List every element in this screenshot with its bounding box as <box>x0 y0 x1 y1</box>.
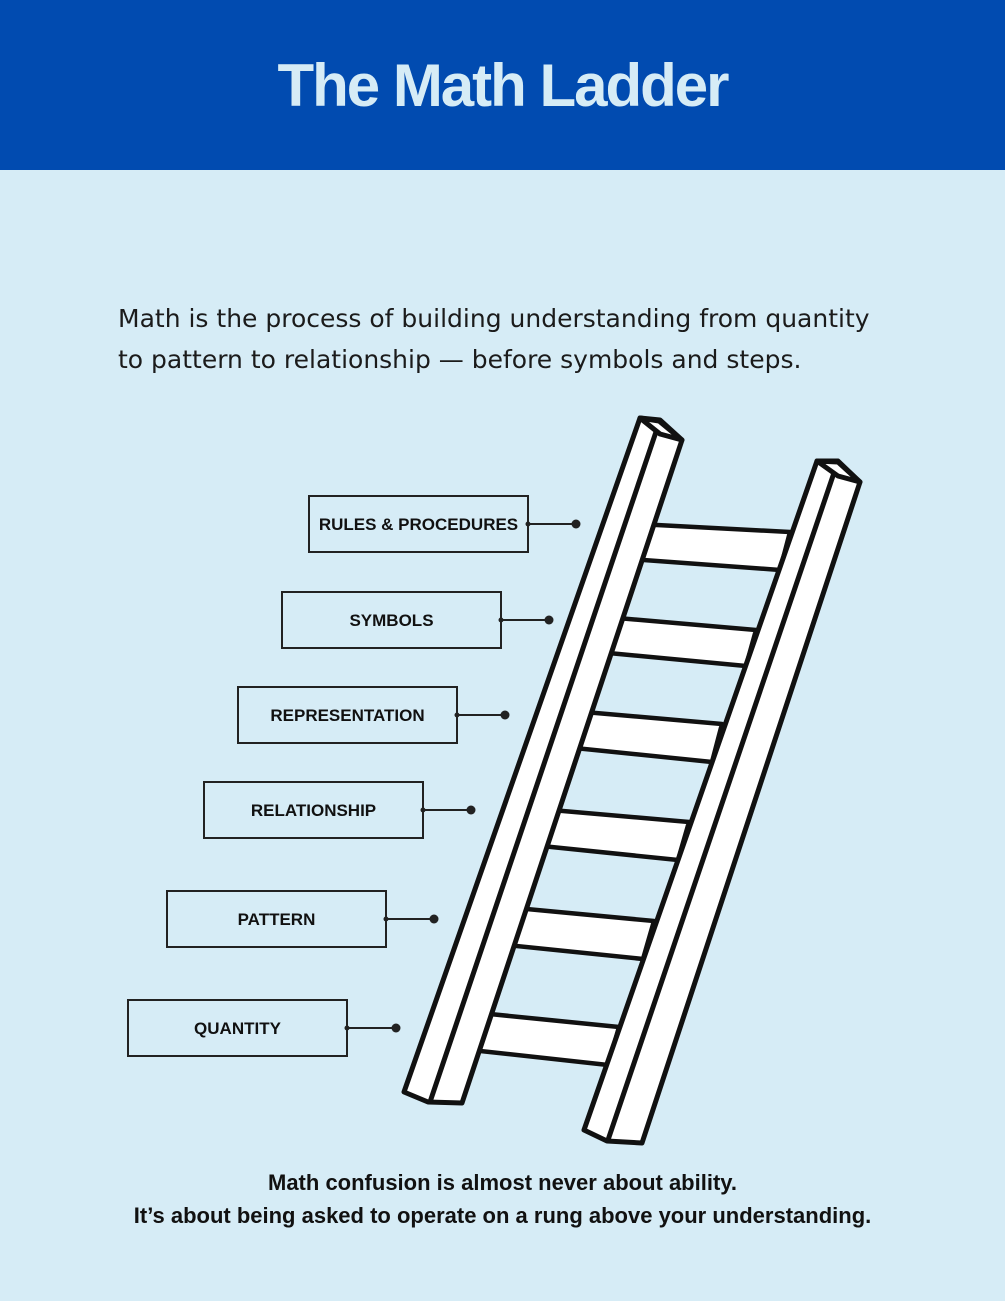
rung-label-text: RELATIONSHIP <box>250 801 377 820</box>
footer-line-1: Math confusion is almost never about ability. <box>268 1170 737 1195</box>
rung-label-pattern <box>167 891 439 947</box>
footer-message <box>0 1166 1005 1232</box>
rung-label-quantity <box>128 1000 401 1056</box>
connector-dot <box>501 711 510 720</box>
connector-dot <box>421 808 426 813</box>
connector-dot <box>545 616 554 625</box>
rung-label-text: QUANTITY <box>194 1019 281 1038</box>
connector-dot <box>499 618 504 623</box>
rung-label-symbols <box>282 592 554 648</box>
connector-dot <box>526 522 531 527</box>
intro-text: Math is the process of building understanding from quantity to pattern to relationship — before symbols and steps. <box>118 304 870 374</box>
connector-dot <box>467 806 476 815</box>
rung-label-text: PATTERN <box>237 910 316 929</box>
connector-dot <box>392 1024 401 1033</box>
connector-dot <box>384 917 389 922</box>
rung-label-rules-procedures <box>309 496 581 552</box>
connector-dot <box>345 1026 350 1031</box>
rung-label-representation <box>238 687 510 743</box>
connector-dot <box>572 520 581 529</box>
connector-dot <box>455 713 460 718</box>
rung-label-text: REPRESENTATION <box>270 706 425 725</box>
rung-label-text: RULES & PROCEDURES <box>318 515 519 534</box>
rung-label-text: SYMBOLS <box>349 611 434 630</box>
footer-line-2: It’s about being asked to operate on a rung above your understanding. <box>133 1203 872 1228</box>
connector-dot <box>430 915 439 924</box>
rung-label-relationship <box>204 782 476 838</box>
page-title: The Math Ladder <box>277 51 728 119</box>
